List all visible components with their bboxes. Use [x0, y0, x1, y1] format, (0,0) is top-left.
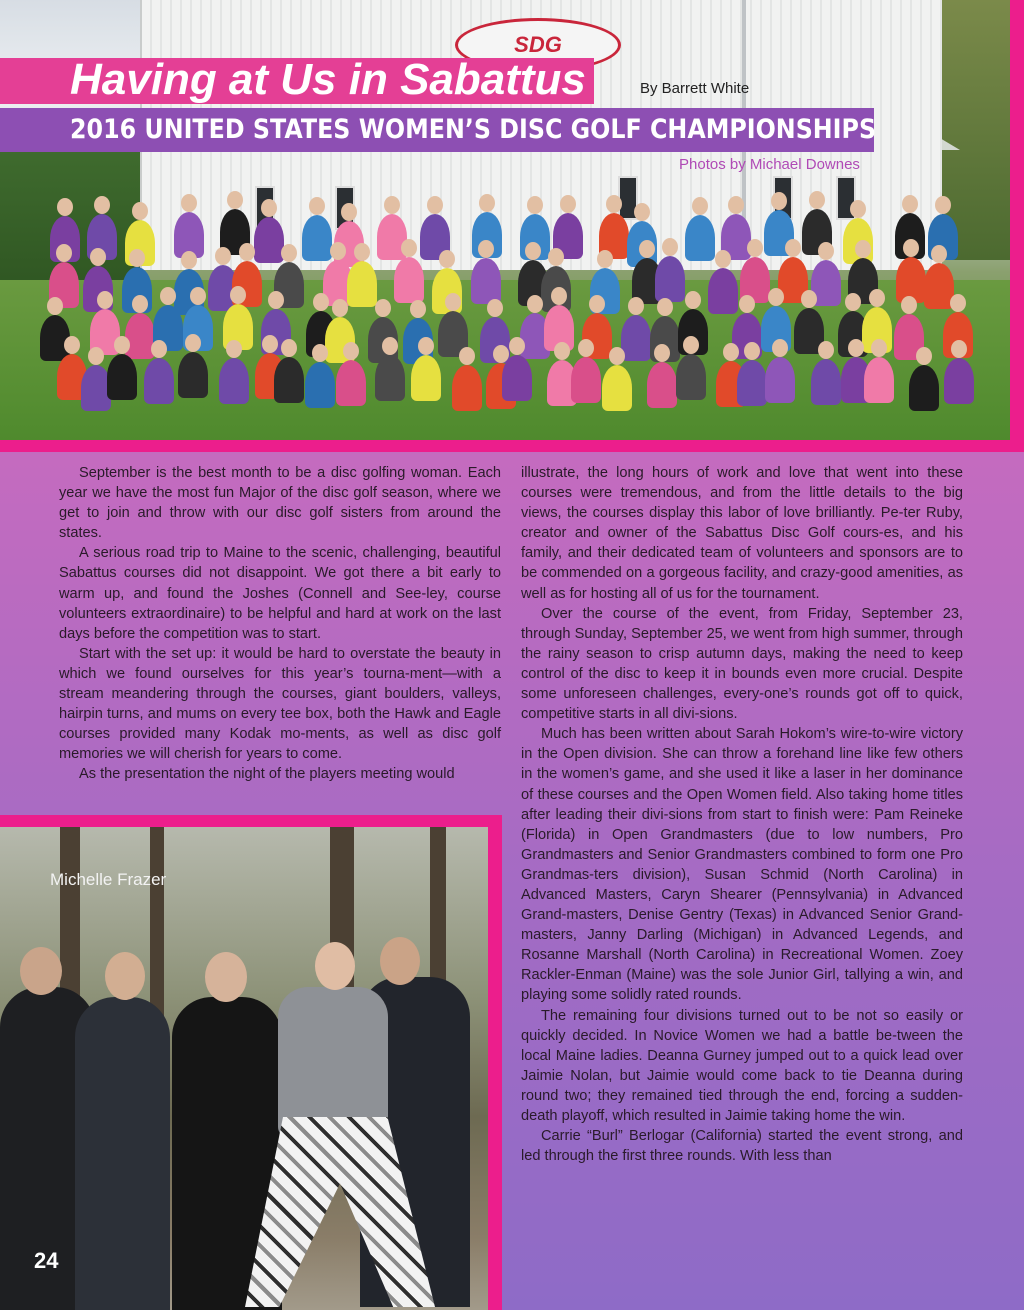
crowd-person-head [330, 242, 346, 260]
crowd-person [302, 215, 332, 261]
paragraph: A serious road trip to Maine to the scenic, challenging, beautiful Sabattus courses did not disappoint. We got there a bit early to warm up, and found the Joshes (Connell and See-ley, course volunteers extraordinaire) to be helpful and hard at work on the last days before the competition was to start. [59, 545, 501, 642]
photo-credit: Photos by Michael Downes [679, 156, 860, 173]
paragraph: illustrate, the long hours of work and love that went into these courses were tremendous, and from the little details to the big views, the courses display this labor of love brilliantly. Pe-ter Ruby, creator and owner of the Sabattus Disc Golf cours-es, and his family, and their dedicated team of volunteers and sponsors are to be commended on a gorgeous facility, and crazy-good amenities, as well as for hosting all of us for the tournament. [521, 465, 963, 602]
crowd-person-head [410, 300, 426, 318]
crowd-person-head [309, 197, 325, 215]
crowd-person [737, 360, 767, 406]
crowd-person-head [818, 341, 834, 359]
paragraph: Carrie “Burl” Berlogar (California) started the event strong, and led through the first three rounds. With less than [521, 1128, 963, 1165]
crowd-person-head [227, 191, 243, 209]
paragraph: As the presentation the night of the players meeting would [79, 766, 455, 783]
spectator-head [380, 937, 420, 985]
crowd-person-head [525, 242, 541, 260]
crowd-person [647, 362, 677, 408]
spectator-head [20, 947, 62, 995]
crowd-person-head [527, 295, 543, 313]
crowd-person-head [903, 239, 919, 257]
crowd-person-head [848, 339, 864, 357]
crowd-person-head [439, 250, 455, 268]
crowd-person-head [855, 240, 871, 258]
crowd-person [909, 365, 939, 411]
paragraph: September is the best month to be a disc golfing woman. Each year we have the most fun Major of the disc golf season, where we get to join and throw with our disc golf sisters from around the states. [59, 465, 501, 542]
spectator-head [205, 952, 247, 1002]
crowd-person-head [554, 342, 570, 360]
crowd-person-head [132, 202, 148, 220]
crowd-person-head [935, 196, 951, 214]
crowd-person-head [609, 347, 625, 365]
crowd-person [107, 354, 137, 400]
crowd-person [864, 357, 894, 403]
crowd-person [274, 357, 304, 403]
crowd-person-head [281, 339, 297, 357]
crowd-person-head [901, 296, 917, 314]
crowd-person-head [902, 195, 918, 213]
crowd-person-head [768, 288, 784, 306]
crowd-person-head [181, 194, 197, 212]
crowd-person-head [771, 192, 787, 210]
crowd-person-head [343, 342, 359, 360]
crowd-person-head [597, 250, 613, 268]
crowd-person-head [90, 248, 106, 266]
crowd-person-head [479, 194, 495, 212]
crowd-person [336, 360, 366, 406]
crowd-person-head [401, 239, 417, 257]
crowd-person-head [427, 196, 443, 214]
crowd-person [571, 357, 601, 403]
paragraph: Over the course of the event, from Friday, September 23, through Sunday, September 25, we went from high summer, through the rainy season to crisp autumn days, making the need to keep control of the disc to keep it in bounds even more crucial. Despite some unforeseen challenges, every-one’s rounds got off to quick, competitive starts in all divi-sions. [521, 605, 963, 723]
crowd-person-head [818, 242, 834, 260]
crowd-person [811, 359, 841, 405]
crowd-person-head [281, 244, 297, 262]
page-number: 24 [34, 1248, 59, 1273]
crowd-person [502, 355, 532, 401]
crowd-person-head [384, 196, 400, 214]
byline: By Barrett White [640, 80, 750, 97]
photo-border [1010, 0, 1024, 452]
paragraph: Much has been written about Sarah Hokom’s wire-to-wire victory in the Open division. She can throw a forehand line like few others in the women’s game, and she used it like a laser in her dominance of these courses and the Open Women field. Also taking home titles after leading their divi-sions from start to finish were: Pam Reineke (Florida) in Open Grandmasters (due to low numbers, Pro Grandmasters and Senior Grandmasters combined to form one Pro Grandmas-ters division), Susan Schmid (North Carolina) in Advanced Masters, Caryn Shearer (Pennsylvania) in Advanced Grand-masters, Denise Gentry (Texas) in Advanced Senior Grand-masters, Janny Darling (Michigan) in Advanced Legends, and Rosanne Marshall (North Carolina) in Recreational Women. Zoey Rackler-Enman (Maine) was the sole Junior Girl, tallying a win, and playing some solidly rated rounds. [521, 726, 963, 1004]
crowd-person-head [64, 336, 80, 354]
crowd-person [655, 256, 685, 302]
crowd-person-head [509, 337, 525, 355]
crowd-person [375, 355, 405, 401]
crowd-person-head [871, 339, 887, 357]
crowd-person [411, 355, 441, 401]
crowd-person-head [527, 196, 543, 214]
crowd-person-head [662, 238, 678, 256]
crowd-person-head [845, 293, 861, 311]
spectator [75, 997, 170, 1310]
left-column [59, 463, 501, 785]
thrower-head [315, 942, 355, 990]
photo-border [0, 440, 1024, 452]
crowd-person-head [47, 297, 63, 315]
thrower-shirt [278, 987, 388, 1137]
crowd-person [708, 268, 738, 314]
crowd-person-head [785, 239, 801, 257]
crowd-person-head [916, 347, 932, 365]
article-title: Having at Us in Sabattus [70, 55, 586, 104]
crowd-person-head [94, 196, 110, 214]
crowd-person-head [332, 299, 348, 317]
spectator-head [105, 952, 145, 1000]
building-sign: SDG [455, 18, 621, 72]
crowd-person-head [869, 289, 885, 307]
crowd-person [685, 215, 715, 261]
crowd-person-head [801, 290, 817, 308]
crowd-person-head [132, 295, 148, 313]
crowd-person [394, 257, 424, 303]
paragraph: The remaining four divisions turned out to be not so easily or quickly decided. In Novice Women we had a battle be-tween the local Maine ladies. Deanna Gurney jumped out to a quick lead over Jaimie Nolan, but Jaimie would come back to tie Deanna during round two; they remained tied through the end, forcing a sudden-death playoff, which resulted in Jaimie taking home the win. [521, 1007, 963, 1124]
crowd-person-head [57, 198, 73, 216]
crowd-person-head [723, 343, 739, 361]
crowd-person-head [487, 299, 503, 317]
paragraph: Start with the set up: it would be hard to overstate the beauty in which we found ourselves for this year’s tourna-ment—with a stream meandering through the courses, giant boulders, valleys, hairpin turns, and mums on every tee box, both the Hawk and Eagle courses provided many Kodak mo-ments, as well as disc golf memories we will cherish for years to come. [59, 645, 501, 763]
crowd-person-head [683, 336, 699, 354]
crowd-person-head [478, 240, 494, 258]
crowd-person-head [215, 247, 231, 265]
crowd-person-head [850, 200, 866, 218]
crowd [40, 170, 990, 420]
crowd-person [347, 261, 377, 307]
crowd-person-head [181, 251, 197, 269]
crowd-person [944, 358, 974, 404]
article-subtitle: 2016 UNITED STATES WOMEN’S DISC GOLF CHAMPIONSHIPS [70, 114, 877, 145]
crowd-person-head [744, 342, 760, 360]
crowd-person-head [739, 295, 755, 313]
crowd-person-head [628, 297, 644, 315]
crowd-person-head [261, 199, 277, 217]
crowd-person-head [341, 203, 357, 221]
crowd-person-head [548, 248, 564, 266]
crowd-person [765, 357, 795, 403]
crowd-person-head [692, 197, 708, 215]
crowd-person-head [354, 243, 370, 261]
crowd-person [676, 354, 706, 400]
crowd-person [219, 358, 249, 404]
crowd-person-head [151, 340, 167, 358]
crowd-person-head [589, 295, 605, 313]
crowd-person-head [313, 293, 329, 311]
crowd-person-head [772, 339, 788, 357]
crowd-person-head [685, 291, 701, 309]
crowd-person-head [809, 191, 825, 209]
crowd-person-head [226, 340, 242, 358]
crowd-person [471, 258, 501, 304]
crowd-person [602, 365, 632, 411]
crowd-person-head [747, 239, 763, 257]
crowd-person-head [634, 203, 650, 221]
crowd-person-head [606, 195, 622, 213]
crowd-person-head [560, 195, 576, 213]
action-photo [0, 827, 488, 1310]
crowd-person-head [459, 347, 475, 365]
crowd-person-head [375, 299, 391, 317]
crowd-person-head [728, 196, 744, 214]
crowd-person [178, 352, 208, 398]
photo-caption: Michelle Frazer [50, 870, 167, 889]
right-column [521, 463, 963, 1166]
crowd-person-head [129, 249, 145, 267]
crowd-person [452, 365, 482, 411]
crowd-person-head [88, 347, 104, 365]
crowd-person [254, 217, 284, 263]
crowd-person-head [931, 245, 947, 263]
crowd-person-head [950, 294, 966, 312]
crowd-person-head [657, 298, 673, 316]
crowd-person-head [97, 291, 113, 309]
crowd-person-head [639, 240, 655, 258]
crowd-person [144, 358, 174, 404]
crowd-person [621, 315, 651, 361]
crowd-person-head [715, 250, 731, 268]
crowd-person [305, 362, 335, 408]
crowd-person-head [445, 293, 461, 311]
crowd-person-head [239, 243, 255, 261]
